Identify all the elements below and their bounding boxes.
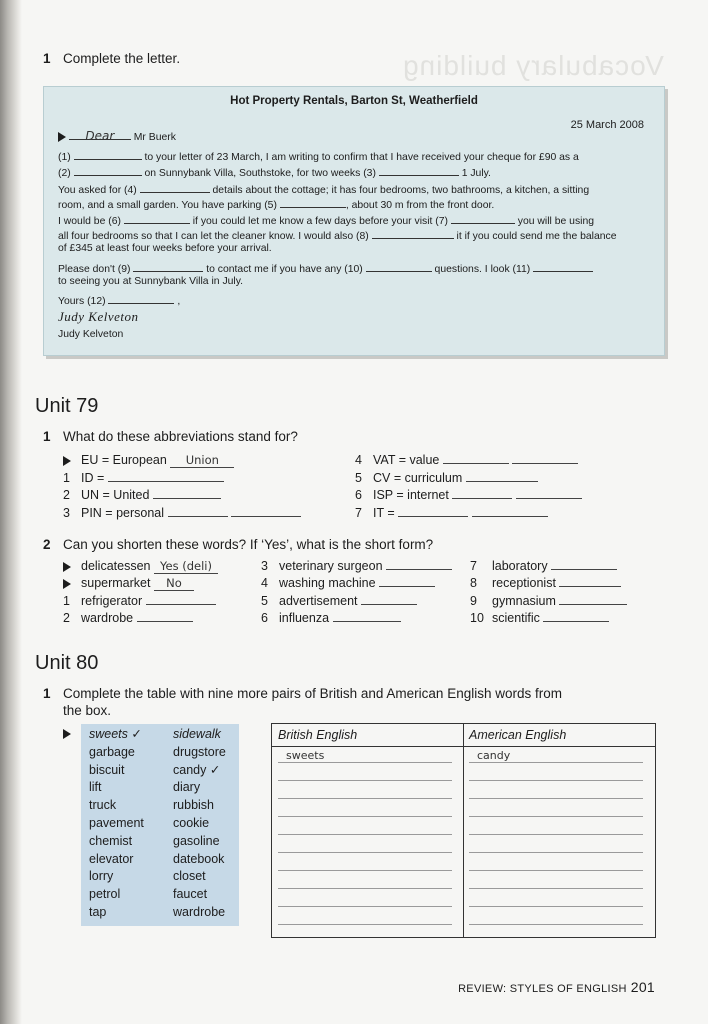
letter-line: (2) on Sunnybank Villa, Southstoke, for two weeks (3) 1 July. [58, 165, 491, 179]
shorten-item: 2 wardrobe [63, 611, 193, 625]
unit-heading: Unit 80 [35, 652, 99, 674]
shorten-item: 10 scientific [470, 611, 609, 625]
shorten-item: supermarket No [63, 576, 194, 591]
exercise-title: 2 Can you shorten these words? If ‘Yes’, what is the short form? [43, 537, 434, 552]
example-arrow-icon [58, 132, 66, 142]
letter-greeting: Dear Mr Buerk [58, 129, 176, 143]
word-column-british: sweets ✓ garbage biscuit lift truck pavement chemist elevator lorry petrol tap [89, 727, 144, 919]
abbrev-item: 1 ID = [63, 471, 224, 485]
letter-line: I would be (6) if you could let me know a few days before your visit (7) you will be using [58, 213, 594, 227]
shorten-item: 9 gymnasium [470, 594, 627, 608]
shorten-item: 8 receptionist [470, 576, 621, 590]
show-through-heading: Vocabulary building [402, 50, 664, 81]
page-footer: REVIEW: STYLES OF ENGLISH 201 [458, 979, 655, 995]
book-spine-shadow [0, 0, 22, 1024]
example-arrow-icon [63, 456, 71, 466]
example-arrow-icon [63, 729, 71, 739]
abbrev-item: 4 VAT = value [355, 453, 578, 467]
exercise-title: 1 Complete the letter. [43, 51, 181, 66]
letter-date: 25 March 2008 [570, 119, 644, 131]
table-header-american: American English [469, 728, 567, 742]
abbrev-item: 7 IT = [355, 506, 548, 520]
example-arrow-icon [63, 562, 71, 572]
letter-name: Judy Kelveton [58, 329, 124, 340]
shorten-item: delicatessen Yes (deli) [63, 559, 218, 574]
abbrev-item: 2 UN = United [63, 488, 221, 502]
table-example-american: candy [477, 749, 511, 762]
handwritten-answer: Dear [85, 129, 115, 143]
shorten-item: 1 refrigerator [63, 594, 216, 608]
letter-line: Please don't (9) to contact me if you have any (10) questions. I look (11) [58, 261, 593, 275]
exercise-title-cont: the box. [63, 703, 112, 718]
shorten-item: 4 washing machine [261, 576, 435, 590]
answer-table [271, 723, 656, 938]
shorten-item: 5 advertisement [261, 594, 417, 608]
letter-line: (1) to your letter of 23 March, I am writing to confirm that I have received your cheque for £90 as a [58, 149, 579, 163]
word-column-american: sidewalk drugstore candy ✓ diary rubbish cookie gasoline datebook closet faucet wardrobe [173, 727, 226, 919]
table-example-british: sweets [286, 749, 325, 762]
letter-line: of £345 at least four weeks before your arrival. [58, 243, 272, 254]
letter-line: all four bedrooms so that I can let the cleaner know. I would also (8) it if you could send me the balance [58, 228, 617, 242]
letter-line: room, and a small garden. You have parking (5) , about 30 m from the front door. [58, 197, 494, 211]
example-arrow-icon [63, 579, 71, 589]
exercise-title: 1 What do these abbreviations stand for? [43, 429, 298, 444]
letter-box [43, 86, 665, 356]
letter-title: Hot Property Rentals, Barton St, Weatherfield [230, 95, 478, 107]
word-box [81, 724, 239, 926]
abbrev-item: 6 ISP = internet [355, 488, 582, 502]
signature: Judy Kelveton [58, 309, 139, 324]
letter-closing: Yours (12) , [58, 293, 180, 307]
shorten-item: 7 laboratory [470, 559, 617, 573]
letter-line: You asked for (4) details about the cottage; it has four bedrooms, two bathrooms, a kitchen, a sitting [58, 182, 589, 196]
table-header-british: British English [278, 728, 358, 742]
letter-line: to seeing you at Sunnybank Villa in July. [58, 276, 244, 287]
abbrev-item: 3 PIN = personal [63, 506, 301, 520]
abbrev-item: EU = European Union [63, 453, 234, 468]
shorten-item: 3 veterinary surgeon [261, 559, 452, 573]
exercise-title: 1 Complete the table with nine more pairs of British and American English words from [43, 686, 562, 701]
unit-heading: Unit 79 [35, 395, 99, 417]
shorten-item: 6 influenza [261, 611, 401, 625]
abbrev-item: 5 CV = curriculum [355, 471, 538, 485]
